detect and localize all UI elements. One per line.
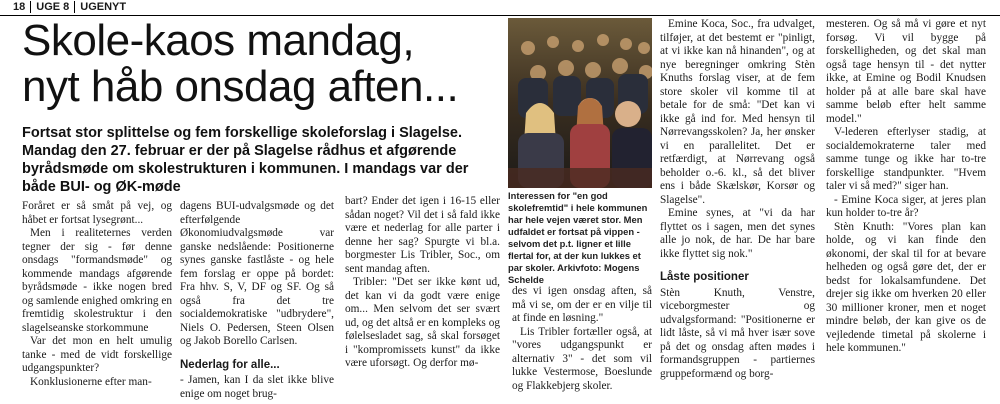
headline xyxy=(22,18,502,110)
paragraph: des vi igen onsdag aften, så må vi se, om der er en vilje til at finde en løsning." xyxy=(512,285,652,324)
paragraph: Men i realiteternes verden tegner der sig - før denne onsdags "formandsmøde" og kommende mandags afgørende byrådsmøde - ikke nogen bred og samlende enighed omkring en fremtidig skolestruktur i den slagelseanske storkommune xyxy=(22,227,172,334)
column-6 xyxy=(826,18,986,356)
column-1 xyxy=(22,200,172,389)
paragraph: Foråret er så småt på vej, og håbet er fortsat lysegrønt... xyxy=(22,200,172,226)
paragraph: dagens BUI-udvalgsmøde og det efterfølgende Økonomiudvalgsmøde var ganske nedslående: Positionerne synes ganske fastlåste - og hele fem forslag er oppe på bordet: Fra hhv. S, V, DF og SF. Og så også fra det tre socialdemokratiske "udbrydere", Niels O. Pedersen, Steen Olsen og Jakob Borello Carlsen. xyxy=(180,200,334,347)
paragraph: V-lederen efterlyser stadig, at socialdemokraterne taler med samme tunge og ikke har to-tre forskellige standpunkter. "Hvem taler vi så med?" siger han. xyxy=(826,126,986,192)
column-3 xyxy=(345,195,500,371)
paragraph: Emine synes, at "vi da har flyttet os i sagen, men det synes alle jo nok, de har. De har bare ikke flyttet sig nok." xyxy=(660,207,815,260)
paper-name: UGENYT xyxy=(80,1,127,13)
paragraph: Emine Koca, Soc., fra udvalget, tilføjer, at det bestemt er "pinligt, at vi ikke kan nå hinanden", og at nye beregninger omkring Stèn Knuths forslag viser, at de fem store skoler vil komme til at betale for de små: "Det kan vi ikke gå ind for. Med hensyn til Nørrevangsskolen? Ja, her ønsker vi en parallelitet. Det er retfærdigt, at Nørrevang også beholder o.-6. kl., så det bliver ens i både Skælskør, Korsør og Slagelse". xyxy=(660,18,815,206)
paragraph: Stèn Knuth: "Vores plan kan holde, og vi kan finde den økonomi, der skal til for at bevare helheden og også gøre det, der er bedst for lokalsamfundene. Det drejer sig ikke om hverken 20 eller 30 millioner kroner, men et noget mindre beløb, der kan give os de vejledende timetal på skolerne i hele kommunen." xyxy=(826,220,986,354)
section-label: UGE 8 xyxy=(36,1,70,13)
article-deck: Fortsat stor splittelse og fem forskellige skoleforslag i Slagelse. Mandag den 27. februar er der på Slagelse rådhus et afgørende byrådsmøde om skolestrukturen i kommunen. I mandags var der både BUI- og ØK-møde xyxy=(22,125,469,195)
headline-line-1: Skole-kaos mandag, xyxy=(22,16,415,65)
subhead: Nederlag for alle... xyxy=(180,358,280,371)
paragraph: Konklusionerne efter man- xyxy=(30,375,152,388)
column-4 xyxy=(512,285,652,393)
column-2 xyxy=(180,200,334,401)
subhead: Låste positioner xyxy=(660,271,749,283)
photo-caption: Interessen for "en god skolefremtid" i hele kommunen har hele vejen været stor. Men udfaldet er fortsat på vippen - selvom det p.t. ligner et lille flertal for, at der kun lukkes et par skoler. Arkivfoto: Mogens Schelde xyxy=(508,190,648,285)
page-number: 18 xyxy=(13,1,26,13)
paragraph: - Emine Koca siger, at jeres plan kun holder to-tre år? xyxy=(826,193,986,219)
paragraph: mesteren. Og så må vi gøre et nyt forsøg. Vi vil bygge på forskelligheden, og det skal man også tage hensyn til - det nytter ikke, at Emine og Bodil Knudsen holder på at alle bare skal have samme beløb efter helt samme model." xyxy=(826,18,986,125)
paragraph: bart? Ender det igen i 16-15 eller sådan noget? Vil det i så fald ikke være et nederlag for alle parter i denne her sag? Spurgte vi bl.a. borgmester Lis Tribler, Soc., om sent mandag aften. xyxy=(345,195,500,275)
headline-line-2: nyt håb onsdag aften... xyxy=(22,62,459,111)
paragraph: Var det mon en helt umulig tanke - med de vidt forskellige udgangspunkter? xyxy=(22,335,172,374)
paragraph: Tribler: "Det ser ikke kønt ud, det kan vi da godt være enige om... Men selvom det ser svært ud, og det altså er en kompleks og følelsesladet sag, så skal forsøget i "kompromissets kunst" da ikke være uforsøgt. Og derfor mø- xyxy=(345,276,500,369)
audience-photo xyxy=(508,18,652,188)
paragraph: Stèn Knuth, Venstre, viceborgmester og udvalgsformand: "Positionerne er lidt låste, så vi må hver især sove på det og onsdag aften mødes i formandsgruppen - partiernes gruppeformænd og borg- xyxy=(660,286,815,380)
paragraph: - Jamen, kan I da slet ikke blive enige om noget brug- xyxy=(180,374,334,400)
page-header xyxy=(8,0,131,14)
column-5 xyxy=(660,18,815,381)
audience-photo-graphic xyxy=(508,18,652,188)
paragraph: Lis Tribler fortæller også, at "vores udgangspunkt er alternativ 3" - det som vil lukke Vestermose, Boeslunde og Flakkebjerg skoler. xyxy=(512,325,652,392)
